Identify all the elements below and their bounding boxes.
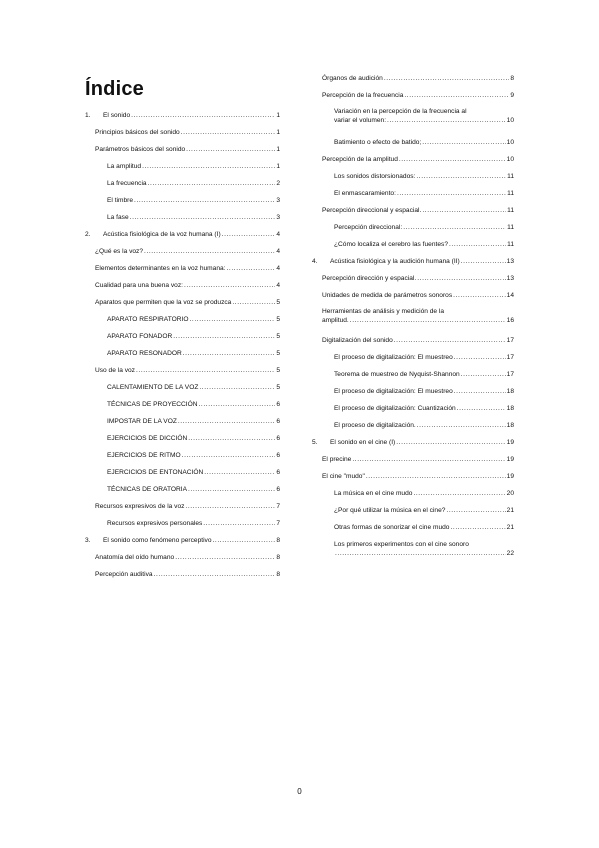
toc-entry-title: Los sonidos distorsionados: (334, 173, 416, 180)
toc-entry[interactable] (312, 438, 514, 447)
toc-entry-label (107, 162, 141, 171)
toc-entry[interactable] (312, 506, 514, 515)
toc-entry[interactable] (85, 366, 280, 375)
toc-entry-title: Batimiento o efecto de batido; (334, 139, 422, 146)
dot-leader (189, 315, 275, 324)
dot-leader (182, 451, 276, 460)
toc-entry[interactable] (85, 230, 280, 239)
dot-leader (399, 155, 506, 164)
toc-entry-label (85, 111, 130, 120)
toc-entry[interactable] (312, 223, 514, 232)
dot-leader (203, 519, 275, 528)
toc-entry-page: 13 (506, 275, 514, 282)
toc-entry-title: Los primeros experimentos con el cine sonoro (334, 541, 469, 548)
toc-entry-label (107, 400, 198, 409)
toc-entry-page: 21 (506, 524, 514, 531)
toc-entry-title: Percepción de la amplitud (322, 156, 398, 163)
toc-entry[interactable] (312, 74, 514, 83)
dot-leader (352, 455, 505, 464)
toc-entry-page: 17 (506, 337, 514, 344)
dot-leader (199, 383, 275, 392)
toc-entry-label (334, 138, 421, 147)
dot-leader (413, 489, 505, 498)
toc-entry-page: 5 (276, 333, 280, 340)
toc-entry-title: EJERCICIOS DE DICCIÓN (107, 435, 188, 442)
toc-entry-number: 1. (85, 112, 91, 119)
toc-entry-label (334, 506, 445, 515)
toc-entry-label (322, 336, 393, 345)
toc-entry-label (334, 189, 396, 198)
toc-entry[interactable] (312, 540, 514, 558)
toc-entry-number: 4. (312, 258, 318, 265)
dot-leader (136, 366, 275, 375)
toc-entry[interactable] (85, 162, 280, 171)
toc-entry[interactable] (85, 485, 280, 494)
toc-entry-title: Elementos determinantes en la voz humana: (95, 265, 226, 272)
toc-entry-label (107, 332, 172, 341)
toc-entry-page: 6 (276, 418, 280, 425)
toc-entry-page: 8 (276, 554, 280, 561)
toc-entry-page: 18 (506, 405, 514, 412)
toc-entry-page: 5 (276, 316, 280, 323)
dot-leader (142, 162, 275, 171)
toc-entry-label (107, 315, 188, 324)
toc-entry[interactable] (312, 455, 514, 464)
dot-leader (154, 570, 276, 579)
toc-entry-title: La frecuencia (107, 180, 147, 187)
toc-entry-label (322, 155, 398, 164)
toc-entry-label (107, 434, 187, 443)
toc-entry-page: 11 (507, 207, 514, 214)
toc-entry-label (322, 291, 452, 300)
toc-entry-title: El sonido (103, 112, 131, 119)
toc-entry[interactable] (85, 349, 280, 358)
toc-entry-page: 9 (510, 92, 514, 99)
toc-entry-title: Cualidad para una buena voz: (95, 282, 183, 289)
toc-entry[interactable] (85, 468, 280, 477)
toc-entry-label (107, 383, 198, 392)
toc-entry[interactable] (85, 264, 280, 273)
dot-leader (226, 264, 275, 273)
toc-entry[interactable] (85, 332, 280, 341)
dot-leader (461, 370, 506, 379)
toc-entry-label (334, 421, 416, 430)
dot-leader (397, 189, 506, 198)
toc-entry-title: Otras formas de sonorizar el cine mudo (334, 524, 450, 531)
toc-entry-label (107, 417, 177, 426)
dot-leader (384, 74, 509, 83)
toc-entry-title: variar el volumen: (334, 117, 387, 124)
dot-leader (461, 257, 506, 266)
dot-leader (450, 523, 505, 532)
dot-leader (453, 291, 506, 300)
toc-entry[interactable] (312, 523, 514, 532)
toc-entry[interactable] (85, 519, 280, 528)
toc-entry-title: IMPOSTAR DE LA VOZ (107, 418, 177, 425)
toc-entry-label (334, 404, 456, 413)
dot-leader (134, 196, 275, 205)
toc-entry[interactable] (312, 307, 514, 325)
toc-entry-title: Aparatos que permiten que la voz se produzca (95, 299, 232, 306)
toc-entry-label (95, 553, 174, 562)
toc-entry-title: El proceso de digitalización: El muestreo (334, 388, 453, 395)
dot-leader (454, 353, 506, 362)
toc-entry-label (334, 387, 453, 396)
toc-entry-page: 17 (506, 371, 514, 378)
dot-leader (148, 179, 276, 188)
toc-entry-page: 4 (276, 265, 280, 272)
dot-leader (417, 421, 506, 430)
toc-entry-label (334, 223, 402, 232)
toc-entry-title: TÉCNICAS DE ORATORIA (107, 486, 187, 493)
toc-entry[interactable] (85, 570, 280, 579)
toc-entry-page: 19 (506, 473, 514, 480)
dot-leader (173, 332, 275, 341)
toc-entry-label (107, 179, 147, 188)
toc-entry[interactable] (85, 247, 280, 256)
toc-entry-title: APARATO RESPIRATORIO (107, 316, 189, 323)
toc-entry[interactable] (85, 179, 280, 188)
toc-entry-page: 1 (276, 112, 280, 119)
toc-entry-title: Percepción de la frecuencia (322, 92, 404, 99)
toc-entry-title: Percepción direccional: (334, 224, 403, 231)
toc-entry-label (107, 196, 133, 205)
toc-entry[interactable] (312, 404, 514, 413)
toc-entry-page: 5 (276, 384, 280, 391)
toc-entry-title: Percepción direccional y espacial. (322, 207, 422, 214)
toc-entry-title: El sonido en el cine (I) (330, 439, 396, 446)
toc-entry-label (334, 353, 453, 362)
dot-leader (204, 468, 275, 477)
toc-entry-label (107, 519, 202, 528)
toc-entry-title: Unidades de medida de parámetros sonoros (322, 292, 453, 299)
toc-entry[interactable] (85, 196, 280, 205)
dot-leader (454, 387, 506, 396)
toc-entry-page: 6 (276, 401, 280, 408)
toc-entry-page: 6 (276, 435, 280, 442)
toc-entry-title: Recursos expresivos personales (107, 520, 203, 527)
toc-entry-page: 4 (276, 248, 280, 255)
toc-entry-page: 11 (507, 224, 514, 231)
toc-entry[interactable] (312, 206, 514, 215)
toc-entry-label (322, 206, 421, 215)
toc-entry-title: Acústica fisiológica y la audición humana (II) (330, 258, 460, 265)
toc-entry-title: APARATO RESONADOR (107, 350, 182, 357)
toc-entry-label (95, 281, 183, 290)
dot-leader (213, 536, 276, 545)
toc-entry-page: 11 (507, 190, 514, 197)
toc-entry-title: Percepción dirección y espacial. (322, 275, 417, 282)
toc-entry-title: Órganos de audición (322, 75, 383, 82)
dot-leader (183, 349, 276, 358)
toc-entry-title: Uso de la voz (95, 367, 135, 374)
toc-entry-title: El proceso de digitalización. (334, 422, 416, 429)
toc-entry-page: 8 (276, 537, 280, 544)
toc-entry-page: 1 (276, 129, 280, 136)
toc-entry-title: Percepción auditiva (95, 571, 153, 578)
toc-entry-title: Variación en la percepción de la frecuencia al (334, 108, 467, 115)
toc-entry-label (107, 349, 182, 358)
toc-entry[interactable] (85, 145, 280, 154)
toc-entry-page: 19 (506, 456, 514, 463)
toc-entry-page: 5 (276, 350, 280, 357)
toc-entry-title: El proceso de digitalización: El muestreo (334, 354, 453, 361)
toc-entry-page: 8 (276, 571, 280, 578)
toc-entry-title: amplitud. (322, 317, 349, 324)
toc-entry-title: EJERCICIOS DE RITMO (107, 452, 181, 459)
toc-entry-label (334, 370, 460, 379)
toc-entry[interactable] (312, 240, 514, 249)
toc-entry-page: 17 (506, 354, 514, 361)
toc-entry[interactable] (312, 353, 514, 362)
toc-entry[interactable] (312, 489, 514, 498)
dot-leader (417, 274, 505, 283)
toc-entry-page: 4 (276, 282, 280, 289)
toc-entry-title: El cine "mudo" (322, 473, 365, 480)
toc-entry-title: El proceso de digitalización: Cuantización (334, 405, 456, 412)
toc-entry-page: 2 (276, 180, 280, 187)
dot-leader (199, 400, 276, 409)
toc-entry-label (85, 230, 221, 239)
dot-leader (335, 549, 506, 558)
toc-entry[interactable] (85, 536, 280, 545)
dot-leader (131, 111, 275, 120)
dot-leader (446, 506, 505, 515)
dot-leader (396, 438, 505, 447)
dot-leader (232, 298, 275, 307)
toc-entry-label (334, 240, 448, 249)
dot-leader (457, 404, 506, 413)
toc-entry[interactable] (312, 91, 514, 100)
toc-entry[interactable] (312, 472, 514, 481)
toc-entry-page: 19 (506, 439, 514, 446)
toc-entry-label (107, 451, 181, 460)
toc-entry-label (322, 316, 349, 325)
toc-entry[interactable] (312, 387, 514, 396)
dot-leader (181, 128, 276, 137)
toc-entry-label (95, 145, 185, 154)
toc-entry[interactable] (312, 138, 514, 147)
toc-entry-page: 14 (506, 292, 514, 299)
toc-entry-title: Parámetros básicos del sonido (95, 146, 186, 153)
toc-entry-page: 5 (276, 299, 280, 306)
toc-entry-title: ¿Cómo localiza el cerebro las fuentes? (334, 241, 448, 248)
toc-entry-page: 10 (506, 117, 514, 124)
dot-leader (449, 240, 506, 249)
toc-entry-label (322, 91, 403, 100)
toc-entry-label (95, 264, 225, 273)
toc-entry-label (95, 366, 135, 375)
toc-entry-title: La amplitud (107, 163, 142, 170)
toc-entry-label (107, 468, 203, 477)
toc-entry-title: ¿Por qué utilizar la música en el cine? (334, 507, 446, 514)
toc-entry[interactable] (85, 111, 280, 120)
toc-entry-title: ¿Qué es la voz? (95, 248, 144, 255)
toc-entry-title: Recursos expresivos de la voz (95, 503, 185, 510)
toc-entry-label (85, 536, 212, 545)
toc-entry-page: 3 (276, 214, 280, 221)
toc-entry-label (334, 523, 449, 532)
toc-entry-title: TÉCNICAS DE PROYECCIÓN (107, 401, 198, 408)
toc-entry-title: El sonido como fenómeno perceptivo (103, 537, 212, 544)
toc-entry[interactable] (85, 451, 280, 460)
toc-entry[interactable] (85, 434, 280, 443)
toc-entry[interactable] (85, 298, 280, 307)
toc-entry[interactable] (312, 172, 514, 181)
toc-entry-page: 6 (276, 452, 280, 459)
toc-entry-title: EJERCICIOS DE ENTONACIÓN (107, 469, 204, 476)
toc-entry-page: 11 (507, 173, 514, 180)
toc-entry-number: 3. (85, 537, 91, 544)
toc-entry-label (95, 298, 231, 307)
toc-entry-label (334, 489, 412, 498)
toc-entry-title: APARATO FONADOR (107, 333, 173, 340)
toc-entry[interactable] (312, 421, 514, 430)
toc-entry-page: 20 (506, 490, 514, 497)
toc-entry[interactable] (312, 257, 514, 266)
toc-entry-page: 16 (506, 317, 514, 324)
toc-entry[interactable] (85, 383, 280, 392)
dot-leader (130, 213, 276, 222)
toc-entry-label (312, 257, 460, 266)
toc-entry-label (322, 472, 365, 481)
toc-entry-page: 10 (506, 156, 514, 163)
toc-entry[interactable] (312, 107, 514, 125)
toc-entry[interactable] (85, 213, 280, 222)
dot-leader (178, 417, 275, 426)
toc-entry-page: 22 (506, 550, 514, 557)
toc-entry-title: Anatomía del oído humano (95, 554, 175, 561)
toc-entry[interactable] (85, 128, 280, 137)
dot-leader (387, 116, 506, 125)
toc-entry-page: 6 (276, 486, 280, 493)
toc-entry-title: El timbre (107, 197, 134, 204)
dot-leader (394, 336, 506, 345)
toc-entry-page: 5 (276, 367, 280, 374)
toc-entry[interactable] (85, 417, 280, 426)
toc-entry[interactable] (85, 553, 280, 562)
toc-entry-label (95, 570, 153, 579)
toc-entry-page: 6 (276, 469, 280, 476)
dot-leader (144, 247, 275, 256)
toc-entry-title: CALENTAMIENTO DE LA VOZ (107, 384, 199, 391)
toc-entry-label (107, 213, 129, 222)
toc-entry-label (312, 438, 395, 447)
toc-entry-page: 4 (276, 231, 280, 238)
toc-entry-page: 13 (506, 258, 514, 265)
toc-entry-label (107, 485, 187, 494)
toc-entry-page: 18 (506, 422, 514, 429)
toc-entry[interactable] (85, 281, 280, 290)
dot-leader (222, 230, 276, 239)
toc-entry[interactable] (312, 189, 514, 198)
toc-entry[interactable] (312, 274, 514, 283)
dot-leader (422, 138, 505, 147)
toc-entry-label (322, 74, 383, 83)
toc-entry-page: 1 (276, 163, 280, 170)
page-title: Índice (85, 78, 144, 100)
toc-entry-title: La música en el cine mudo (334, 490, 413, 497)
toc-entry-page: 8 (510, 75, 514, 82)
dot-leader (422, 206, 506, 215)
toc-entry[interactable] (85, 315, 280, 324)
dot-leader (175, 553, 275, 562)
dot-leader (184, 281, 275, 290)
toc-entry-label (95, 502, 184, 511)
toc-entry-page: 7 (276, 520, 280, 527)
toc-entry-page: 7 (276, 503, 280, 510)
toc-entry[interactable] (85, 400, 280, 409)
toc-entry-page: 3 (276, 197, 280, 204)
dot-leader (350, 316, 506, 325)
toc-entry-title: Acústica fisiológica de la voz humana (I) (103, 231, 221, 238)
toc-entry[interactable] (312, 336, 514, 345)
dot-leader (416, 172, 506, 181)
dot-leader (188, 434, 275, 443)
toc-entry-label (334, 172, 415, 181)
toc-entry-page: 21 (506, 507, 514, 514)
toc-entry-title: Principios básicos del sonido (95, 129, 180, 136)
toc-entry-label (334, 116, 386, 125)
toc-entry-label (322, 455, 351, 464)
toc-entry-title: Digitalización del sonido (322, 337, 393, 344)
page-number: 0 (297, 787, 302, 796)
toc-entry[interactable] (312, 370, 514, 379)
dot-leader (366, 472, 506, 481)
toc-entry-title: Herramientas de análisis y medición de la (322, 308, 445, 315)
toc-entry-page: 18 (506, 388, 514, 395)
toc-entry-title: El enmascaramiento: (334, 190, 396, 197)
toc-entry-label (95, 247, 143, 256)
dot-leader (404, 91, 509, 100)
toc-entry-page: 11 (507, 241, 514, 248)
toc-entry-label (95, 128, 180, 137)
toc-entry-title: La fase (107, 214, 129, 221)
toc-entry-title: El precine (322, 456, 352, 463)
toc-entry-number: 5. (312, 439, 318, 446)
toc-entry-page: 10 (506, 139, 514, 146)
toc-entry[interactable] (312, 155, 514, 164)
toc-entry-title: Teorema de muestreo de Nyquist-Shannon (334, 371, 460, 378)
dot-leader (403, 223, 506, 232)
toc-entry-label (322, 274, 416, 283)
dot-leader (188, 485, 275, 494)
dot-leader (186, 145, 275, 154)
toc-entry-number: 2. (85, 231, 91, 238)
toc-entry-page: 1 (276, 146, 280, 153)
dot-leader (185, 502, 275, 511)
toc-entry[interactable] (85, 502, 280, 511)
toc-entry[interactable] (312, 291, 514, 300)
